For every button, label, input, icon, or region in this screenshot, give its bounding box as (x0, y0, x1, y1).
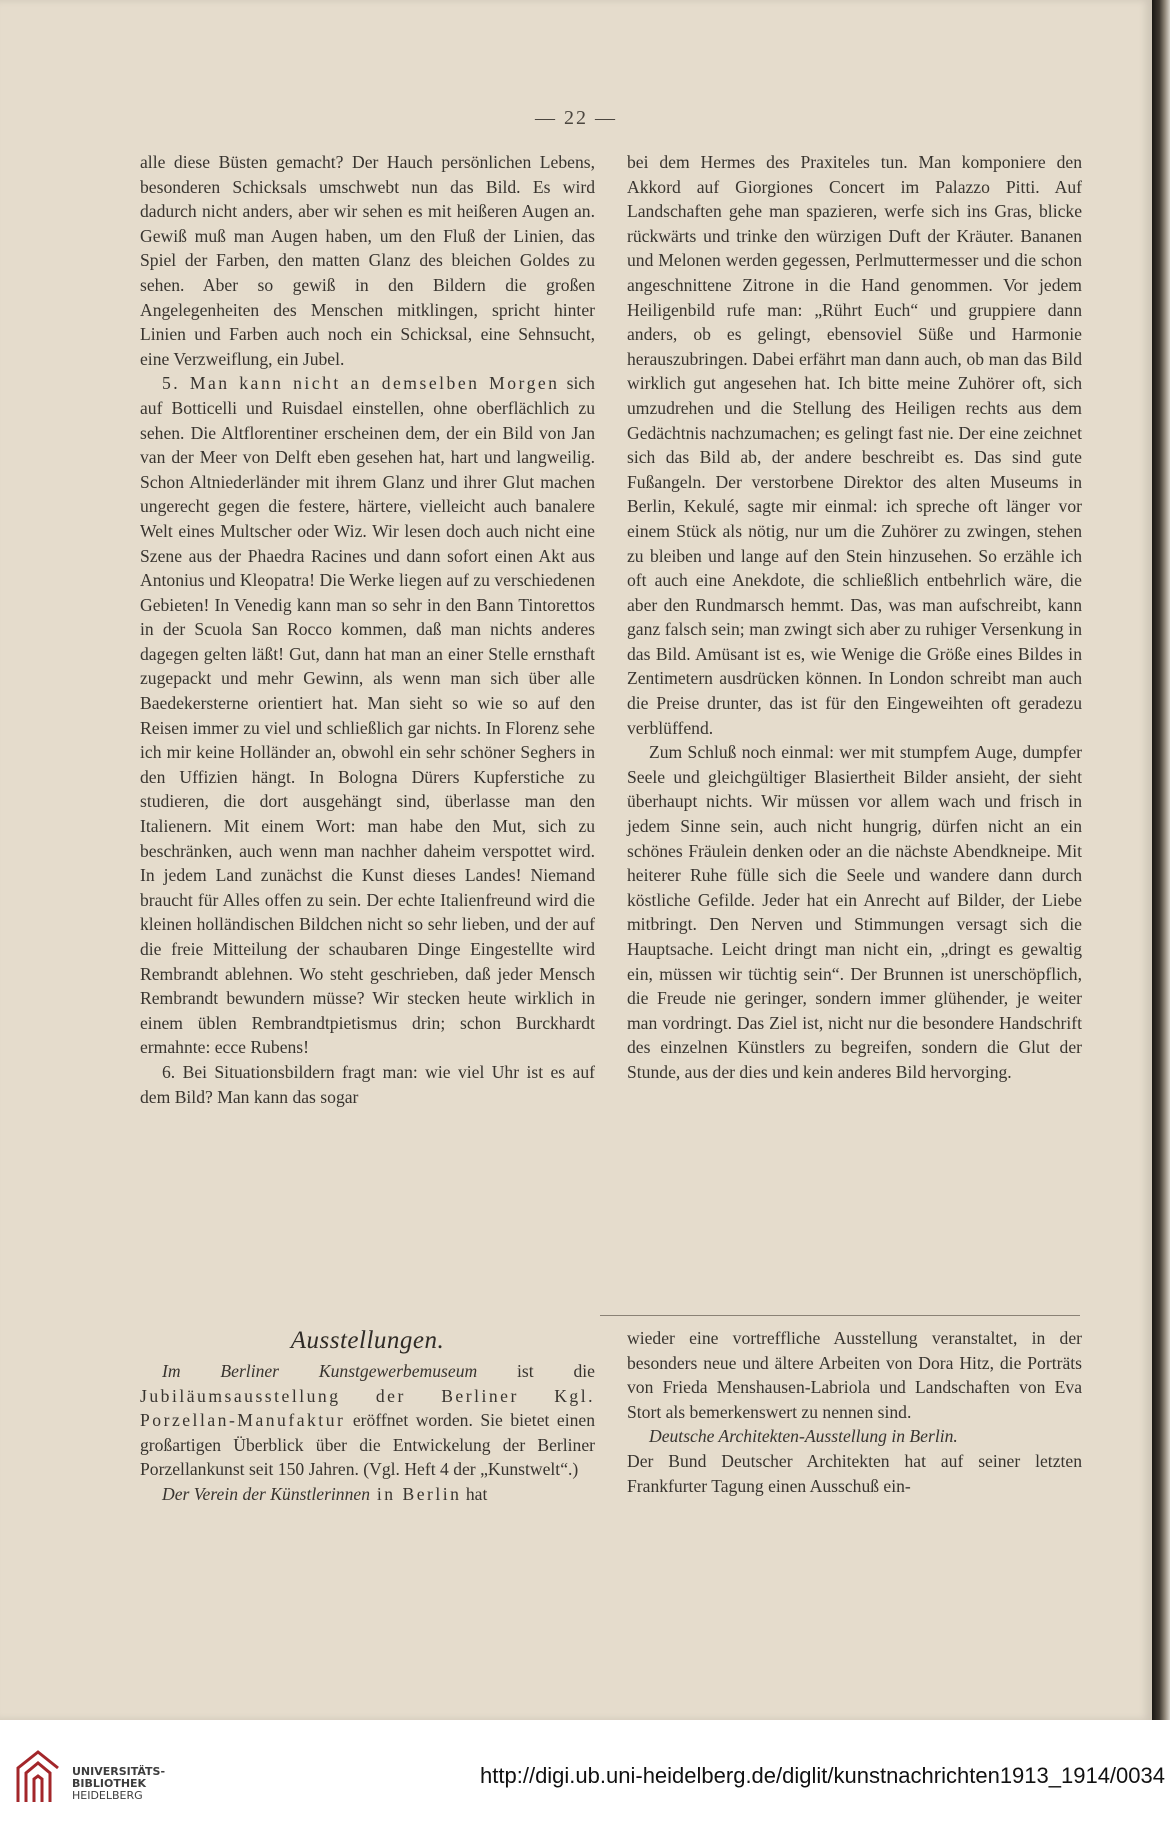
exhibition-item: Deutsche Architekten-Ausstellung in Berlin. (649, 1426, 958, 1447)
library-logo-icon (8, 1746, 64, 1806)
paragraph: Der Bund Deutscher Architekten hat auf seiner letzten Frankfurter Tagung einen Ausschuß ein- (627, 1450, 1082, 1496)
left-column (140, 150, 595, 1109)
exhibition-item: Der Verein der Künstlerinnen in Berlin hat (162, 1483, 488, 1504)
section-divider (600, 1315, 1080, 1316)
section-heading: Ausstellungen. (290, 1327, 445, 1354)
paragraph: wieder eine vortreffliche Ausstellung veranstaltet, in der besonders neue und ältere Arbeiten von Dora Hitz, die Porträts von Frieda Menshausen-Labriola und Landschaften von Eva Stort als bemerkenswert zu nennen sind. (627, 1328, 1082, 1422)
page-edge (1152, 0, 1170, 1833)
library-name: UNIVERSITÄTS- BIBLIOTHEK HEIDELBERG (72, 1765, 166, 1802)
spaced-lead: 5. Man kann nicht an demselben Morgen (162, 373, 560, 394)
paragraph: alle diese Büsten gemacht? Der Hauch persönlichen Lebens, besonderen Schicksals umschwebt nun das Bild. Es wird dadurch nicht anders, aber wir sehen es mit heißeren Augen an. Gewiß muß man Augen haben, um den Fluß der Linien, das Spiel der Farben, den matten Glanz des bleichen Goldes zu sehen. Aber so gewiß in den Bildern die großen Angelegenheiten des Menschen mitklingen, spricht hinter Linien und Farben auch noch ein Schicksal, eine Sehnsucht, eine Verzweiflung, ein Jubel. (140, 152, 595, 369)
exhibition-item: Im Berliner Kunstgewerbemuseum ist die Jubiläumsausstellung der Berliner Kgl. Porzellan-Manufaktur eröffnet worden. Sie bietet einen großartigen Überblick über die Entwickelung der Berliner Porzellankunst seit 150 Jahren. (Vgl. Heft 4 der „Kunstwelt“.) (140, 1361, 595, 1480)
ausstellungen-right (627, 1326, 1082, 1498)
page-number: — 22 — (535, 107, 617, 129)
paragraph: bei dem Hermes des Praxiteles tun. Man komponiere den Akkord auf Giorgiones Concert im Palazzo Pitti. Auf Landschaften gehe man spazieren, werfe sich ins Gras, blicke rückwärts und trinke den würzigen Duft der Kräuter. Bananen und Melonen werden gegessen, Perlmuttermesser und die schon angeschnittene Zitrone in die Hand genommen. Vor jedem Heiligenbild rufe man: „Rührt Euch“ und gruppiere dann anders, ob es gelingt, ebensoviel Süße und Harmonie herauszubringen. Dabei erfährt man dann auch, ob man das Bild wirklich gut angesehen hat. Ich bitte meine Zuhörer oft, sich umzudrehen und die Stellung des Heiligen rechts aus dem Gedächtnis nachzumachen; es gelingt fast nie. Der eine zeichnet sich das Bild ab, der andere beschreibt es. Das sind gute Fußangeln. Der verstorbene Direktor des alten Museums in Berlin, Kekulé, sagte mir einmal: ich spreche oft länger vor einem Stück als nötig, nur um die Zuhörer zu zwingen, stehen zu bleiben und lange auf den Stein hinzusehen. So erzähle ich oft auch eine Anekdote, die schließlich entbehrlich wäre, die aber den Rundmarsch hemmt. Das, was man aufschreibt, kann ganz falsch sein; man zwingt sich aber zu ruhiger Versenkung in das Bild. Amüsant ist es, wie Wenige die Größe eines Bildes in Zentimetern ausdrücken können. In London schreibt man auch die Preise drunter, das ist für den Eingeweihten oft geradezu verblüffend. (627, 152, 1082, 738)
ausstellungen-left (140, 1326, 595, 1507)
right-column (627, 150, 1082, 1085)
paragraph: 5. Man kann nicht an demselben Morgen sich auf Botticelli und Ruisdael einstellen, ohne oberflächlich zu sehen. Die Altflorentiner erscheinen dem, der ein Bild von Jan van der Meer von Delft eben gesehen hat, hart und langweilig. Schon Altniederländer mit ihrem Glanz und ihrer Glut machen ungerecht gegen die festere, härtere, vielleicht auch banalere Welt eines Multscher oder Wiz. Wir lesen doch auch nicht eine Szene aus der Phaedra Racines und dann sofort einen Akt aus Antonius und Kleopatra! Die Werke liegen auf zu verschiedenen Gebieten! In Venedig kann man so sehr in den Bann Tintorettos in der Scuola San Rocco kommen, daß man nichts anderes dagegen gelten läßt! Gut, dann hat man an einer Stelle ernsthaft zugepackt und mehr Gewinn, als wenn man sich über alle Baedekersterne orientiert hat. Man sieht so wie so auf den Reisen immer zu viel und schließlich gar nichts. In Florenz sehe ich mir keine Holländer an, obwohl ein sehr schöner Seghers in den Uffizien hängt. In Bologna Dürers Kupferstiche zu studieren, die dort ausgehängt sind, überlasse man den Italienern. Mit einem Wort: man habe den Mut, sich zu beschränken, auch wenn man nachher daheim verspottet wird. In jedem Land zunächst die Kunst dieses Landes! Niemand braucht für Alles offen zu sein. Der echte Italienfreund wird die kleinen holländischen Bildchen nicht so sehr lieben, und der auf die freie Mitteilung der schaubaren Dinge Eingestellte wird Rembrandt ablehnen. Wo steht geschrieben, daß jeder Mensch Rembrandt bewundern müsse? Wir stecken heute wirklich in einem üblen Rembrandtpietismus drin; schon Burckhardt ermahnte: ecce Rubens! (140, 373, 595, 1058)
source-url-link[interactable]: http://digi.ub.uni-heidelberg.de/diglit/kunstnachrichten1913_1914/0034 (480, 1763, 1165, 1788)
paragraph: 6. Bei Situationsbildern fragt man: wie viel Uhr ist es auf dem Bild? Man kann das sogar (140, 1061, 595, 1107)
paragraph: Zum Schluß noch einmal: wer mit stumpfem Auge, dumpfer Seele und gleichgültiger Blasiertheit Bilder ansieht, der sieht überhaupt nichts. Wir müssen vor allem wach und frisch in jedem Sinne sein, auch nicht hungrig, dürfen nicht an ein schönes Fräulein denken oder an die nächste Abendkneipe. Mit heiterer Ruhe fülle sich die Seele und wandere dann durch köstliche Gefilde. Jeder hat ein Anrecht auf Bilder, der Liebe mitbringt. Den Nerven und Stimmungen versagt sich die Hauptsache. Leicht dringt man nicht ein, „dringt es gewaltig ein, müssen wir tüchtig sein“. Der Brunnen ist unerschöpflich, die Freude nie geringer, sondern immer glühender, je weiter man vordringt. Das Ziel ist, nicht nur die besondere Handschrift des einzelnen Künstlers zu begreifen, sondern die Glut der Stunde, aus der dies und kein anderes Bild hervorging. (627, 742, 1082, 1082)
